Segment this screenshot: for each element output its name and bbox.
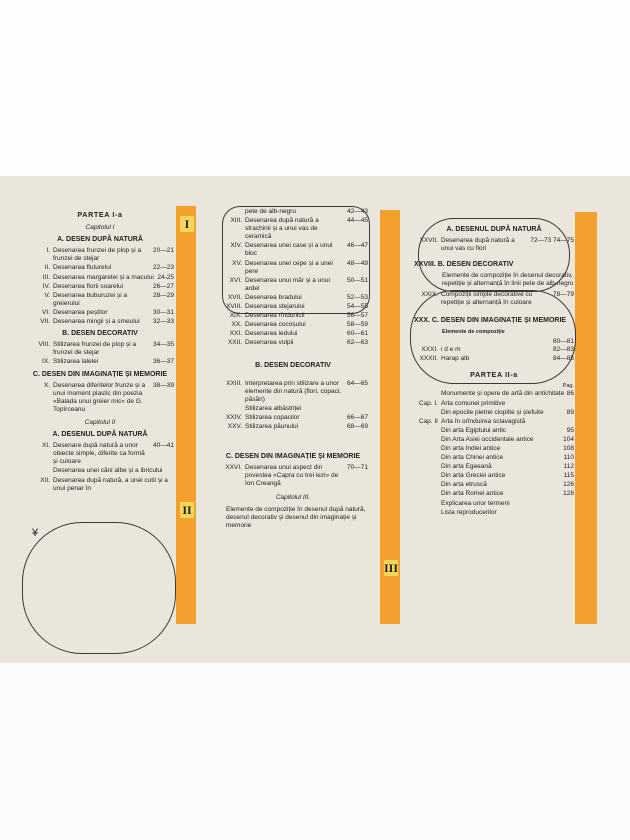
toc-entry: II. Desenarea fluturelui 22—23 bbox=[44, 264, 174, 272]
toc-entry: IV. Desenarea florii soarelui 26—27 bbox=[42, 282, 174, 290]
chapter-label: Capitolul II bbox=[84, 418, 116, 426]
toc-entry: Lista reproducerilor bbox=[441, 508, 497, 516]
roman-label-2: II bbox=[180, 502, 194, 518]
toc-entry: I. Desenarea frunzei de plop și a frunzei de stejar 20—21 bbox=[46, 247, 174, 263]
toc-entry: XXXI. i d e m 82—83 bbox=[421, 346, 574, 354]
toc-entry: VI. Desenarea peștilor 30—31 bbox=[42, 308, 174, 316]
toc-entry: XXXII. Harap alb 84—85 bbox=[419, 355, 574, 363]
toc-entry: XVI. Desenarea unui măr și a unui ardei 50—51 bbox=[229, 276, 368, 292]
toc-entry: XV. Desenarea unei cepe și a unei pere 48—49 bbox=[232, 259, 368, 275]
section-heading: B. DESEN DECORATIV bbox=[255, 361, 331, 369]
section-heading: A. DESEN DUPĂ NATURĂ bbox=[57, 236, 143, 244]
toc-entry: Din Arta Asiei occidentale antice 104 bbox=[441, 435, 574, 443]
toc-entry: Stilizarea albăstriței bbox=[245, 404, 302, 412]
roman-label-1: I bbox=[180, 216, 194, 232]
toc-entry: XXIX. Compoziții simple decorative cu repetiție și alternanță în culoare 78—79 bbox=[421, 290, 574, 306]
toc-entry: V. Desenarea buburuzei și a greierului 28—29 bbox=[44, 291, 174, 307]
toc-entry: XVIII. Desenarea stejarului 54—55 bbox=[226, 303, 368, 311]
toc-entry: III. Desenarea margaretei și a macului 24-25 bbox=[42, 273, 174, 281]
toc-entry: XX. Desenarea cocoșului 58—59 bbox=[231, 321, 368, 329]
toc-entry: Din epocile pietrei cioplite și șlefuite 89 bbox=[441, 408, 574, 416]
toc-entry: Explicarea unor termeni bbox=[441, 499, 510, 507]
toc-entry: Din arta etruscă 126 bbox=[441, 481, 574, 489]
toc-entry: XIX. Desenarea rîndunicii 56—57 bbox=[229, 312, 368, 320]
toc-entry: XVII. Desenarea bradului 52—53 bbox=[227, 293, 368, 301]
toc-entry: Cap. II Arta în orînduirea sclavagistă bbox=[418, 417, 526, 425]
section-pages: 80—81 bbox=[553, 337, 574, 345]
toc-entry: XXIV. Stilizarea copacilor 66—67 bbox=[225, 413, 368, 421]
toc-entry: XXVI. Desenarea unui aspect din povestea «Capra cu trei iezi» de Ion Creangă 70—71 bbox=[225, 464, 368, 488]
toc-column-1 bbox=[26, 208, 174, 494]
toc-entry: XI. Desenare după natură a unor obiecte simple, diferite ca formă și culoare 40—41 bbox=[42, 442, 174, 466]
toc-entry: Din arta Romei antice 128 bbox=[441, 490, 574, 498]
background-bottom bbox=[0, 663, 630, 840]
section-heading: C. DESEN DIN IMAGINAȚIE ȘI MEMORIE bbox=[32, 370, 168, 378]
section-intro: Elemente de compoziție în desenul decorativ, repetiție și alternanță în linii pete de alb-negru bbox=[442, 272, 574, 288]
toc-column-2 bbox=[218, 208, 368, 532]
background-top bbox=[0, 0, 630, 176]
chapter-label: Capitolul III. bbox=[275, 493, 311, 501]
section-subheading: Elemente de compoziție bbox=[442, 328, 505, 335]
toc-entry: Din arta Chinei antice 110 bbox=[441, 454, 574, 462]
section-heading: B. DESEN DECORATIV bbox=[62, 330, 138, 338]
roman-label-3: III bbox=[384, 561, 399, 575]
section-heading: A. DESENUL DUPĂ NATURĂ bbox=[446, 226, 542, 233]
orange-stripe-3 bbox=[575, 212, 597, 624]
toc-column-3 bbox=[414, 222, 574, 518]
part-heading: PARTEA I-a bbox=[77, 210, 123, 219]
toc-entry: X. Desenarea diferitelor frunze și a unui moment plastic din poezia «Balada unui greier mic» de G. Topîrceanu 38—39 bbox=[43, 381, 174, 413]
page-label: Pag. bbox=[562, 383, 574, 390]
toc-entry: Desenarea unei căni albe și a ibricului bbox=[53, 467, 163, 475]
toc-entry: XXII. Desenarea vulpii 62—63 bbox=[227, 339, 368, 347]
toc-entry: Monumente și opere de artă din antichitate 86 bbox=[441, 390, 574, 398]
toc-entry: XXIII. Interpretarea prin stilizare a unor elemente din natură (flori, copaci, păsări) 64—65 bbox=[226, 379, 368, 403]
section-heading: XXVIII. B. DESEN DECORATIV bbox=[414, 261, 514, 269]
check-mark: ¥ bbox=[32, 527, 39, 539]
pencil-circle-4 bbox=[22, 522, 176, 654]
part-heading: PARTEA II-a bbox=[470, 370, 518, 380]
toc-entry: pete de alb-negru 42—43 bbox=[245, 208, 368, 215]
section-heading: XXX. C. DESEN DIN IMAGINAȚIE ȘI MEMORIE bbox=[414, 316, 567, 324]
toc-entry: XII. Desenarea după natură, a unei cutii și a unui penar în bbox=[40, 476, 168, 492]
section-intro: Elemente de compoziție în desenul după natură, desenul decorativ și desenul din imaginație și memorie bbox=[226, 505, 366, 529]
orange-stripe-1 bbox=[176, 206, 196, 624]
toc-entry: XIV. Desenarea unei case și a unui bloc 46—47 bbox=[230, 242, 368, 258]
toc-entry: VIII. Stilizarea frunzei de plop și a frunzei de stejar 34—35 bbox=[38, 341, 174, 357]
toc-entry: VII. Desenarea mingii și a smeului 32—33 bbox=[40, 318, 174, 326]
toc-entry: XXI. Desenarea iedului 60—61 bbox=[229, 330, 368, 338]
toc-entry: Din arta Greciei antice 115 bbox=[441, 472, 574, 480]
toc-entry: XXV. Stilizarea păunului 68—69 bbox=[227, 423, 368, 431]
section-heading: A. DESENUL DUPĂ NATURĂ bbox=[52, 431, 148, 439]
toc-entry: XIII. Desenarea după natură a strachinii și a unui vas de ceramică 44—45 bbox=[230, 217, 368, 241]
toc-entry: Cap. I. Arta comunei primitive bbox=[418, 399, 506, 407]
toc-entry: IX. Stilizarea lalelei 36—37 bbox=[42, 358, 174, 366]
toc-entry: Din arta Egiptului antic 95 bbox=[441, 426, 574, 434]
chapter-label: Capitolul I bbox=[85, 224, 115, 232]
toc-entry: Din arta Indiei antice 108 bbox=[441, 444, 574, 452]
toc-entry: Din arta Egeeană 112 bbox=[441, 463, 574, 471]
section-heading: C. DESEN DIN IMAGINAȚIE ȘI MEMORIE bbox=[225, 453, 361, 461]
toc-entry: XXVII. Desenarea după natură a unui vas cu flori 72—73 74—75 bbox=[419, 237, 574, 253]
